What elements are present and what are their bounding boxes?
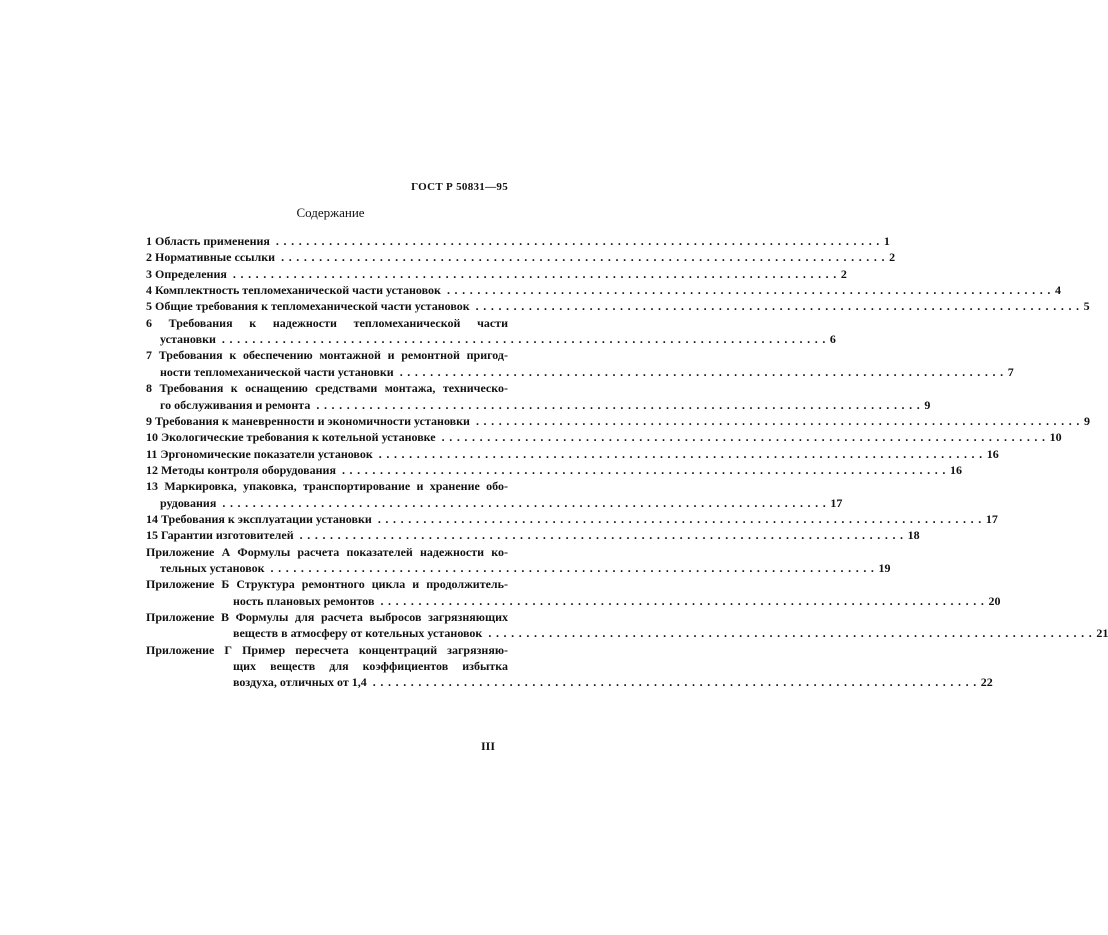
toc-line: [146, 643, 508, 659]
toc-line: [146, 528, 920, 544]
toc-entry-text: 13 Маркировка, упаковка, транспортирование и хранение обо-: [146, 479, 508, 494]
toc-line: [146, 446, 999, 463]
toc-page-number: 22: [980, 675, 993, 690]
toc-line: [146, 430, 1062, 446]
toc-line: [233, 626, 1108, 642]
toc-page-number: 18: [907, 528, 920, 543]
toc-line: [146, 250, 896, 266]
toc-entry-text: 8 Требования к оснащению средствами монтажа, техническо-: [146, 381, 508, 396]
toc-page-number: 6: [829, 332, 836, 347]
toc-entry-text: 11 Эргономические показатели установок: [146, 446, 373, 461]
toc-entry-text: 5 Общие требования к тепломеханической части установок: [146, 299, 470, 314]
page-number: III: [481, 739, 496, 753]
toc-page-number: 20: [988, 593, 1001, 608]
toc-page-number: 7: [1007, 364, 1014, 379]
dot-leader: ................................................................................: [372, 675, 981, 690]
toc-entry-text: тельных установок: [160, 561, 265, 575]
toc-entry-text: го обслуживания и ремонта: [160, 397, 311, 412]
dot-leader: ................................................................................: [488, 626, 1097, 641]
toc-page-number: 17: [985, 511, 998, 526]
toc-line: [146, 462, 962, 479]
toc-entry-text: 3 Определения: [146, 266, 227, 281]
toc-entry-text: Приложение А Формулы расчета показателей надежности ко-: [146, 544, 508, 559]
dot-leader: ................................................................................: [475, 413, 1084, 428]
toc-line: [146, 479, 508, 495]
toc-page-number: 5: [1083, 299, 1090, 314]
dot-leader: ................................................................................: [378, 446, 987, 461]
toc-line: [146, 511, 998, 528]
dot-leader: ................................................................................: [441, 430, 1050, 445]
toc-line: [146, 348, 508, 364]
toc-entry-text: 10 Экологические требования к котельной установке: [146, 430, 436, 445]
toc-entry-text: 1 Область применения: [146, 234, 270, 248]
toc-page-number: 1: [883, 234, 890, 248]
toc-page-number: 9: [1083, 413, 1090, 428]
toc-entry-text: Приложение Г Пример пересчета концентраций загрязняю-: [146, 642, 508, 657]
toc-line: [146, 283, 1061, 299]
dot-leader: ................................................................................: [316, 397, 925, 412]
toc-line: [160, 495, 843, 512]
toc-page-number: 2: [840, 266, 847, 281]
toc-entry-text: 4 Комплектность тепломеханической части установок: [146, 283, 441, 298]
toc-entry-text: ность плановых ремонтов: [233, 593, 375, 608]
toc-line: [160, 332, 836, 348]
dot-leader: ................................................................................: [275, 234, 884, 248]
toc-entry-text: рудования: [160, 495, 217, 510]
dot-leader: ................................................................................: [281, 250, 890, 265]
toc-entry-text: 9 Требования к маневренности и экономичности установки: [146, 413, 470, 428]
toc-entry-text: Приложение Б Структура ремонтного цикла и продолжитель-: [146, 577, 508, 592]
toc-entry-text: ности тепломеханической части установки: [160, 364, 394, 379]
toc-line: [146, 381, 508, 397]
toc-page-number: 9: [924, 397, 931, 412]
page-title: Содержание: [296, 205, 365, 220]
dot-leader: ................................................................................: [341, 462, 950, 477]
dot-leader: ................................................................................: [377, 511, 986, 526]
toc-line: [146, 545, 508, 561]
toc-page-number: 21: [1096, 626, 1108, 641]
toc-entry-text: 2 Нормативные ссылки: [146, 250, 276, 265]
toc-entry-text: 14 Требования к эксплуатации установки: [146, 511, 372, 526]
toc-entry-text: 12 Методы контроля оборудования: [146, 462, 336, 477]
toc-line: [146, 316, 508, 332]
toc-page-number: 2: [889, 250, 896, 265]
toc-page-number: 16: [949, 462, 962, 477]
toc-line: [160, 397, 931, 414]
toc-entry-text: щих веществ для коэффициентов избытка: [233, 659, 508, 674]
toc-entry-text: 15 Гарантии изготовителей: [146, 528, 294, 543]
dot-leader: ................................................................................: [399, 364, 1008, 379]
dot-leader: ................................................................................: [446, 283, 1055, 298]
toc-entry-text: Приложение В Формулы для расчета выбросов загрязняющих: [146, 610, 508, 625]
dot-leader: ................................................................................: [380, 593, 989, 608]
document-code: ГОСТ Р 50831—95: [411, 181, 508, 193]
dot-leader: ................................................................................: [232, 266, 841, 281]
toc-line: [146, 610, 508, 626]
toc-entry-text: установки: [160, 332, 216, 347]
toc-entry-text: 6 Требования к надежности тепломеханической части: [146, 315, 508, 330]
toc-line: [233, 593, 1001, 610]
toc-line: [160, 561, 891, 577]
toc-page-number: 4: [1054, 283, 1061, 298]
toc-line: [146, 577, 508, 593]
toc-page-number: 17: [830, 495, 843, 510]
toc-page-number: 10: [1049, 430, 1062, 445]
toc-line: [146, 234, 890, 250]
toc-entry-text: 7 Требования к обеспечению монтажной и ремонтной пригод-: [146, 348, 508, 363]
toc-page-number: 16: [986, 446, 999, 461]
toc-entry-text: воздуха, отличных от 1,4: [233, 675, 367, 690]
toc-page-number: 19: [878, 561, 891, 575]
toc-line: [233, 675, 993, 691]
dot-leader: ................................................................................: [270, 561, 879, 575]
dot-leader: ................................................................................: [299, 528, 908, 543]
toc-entry-text: веществ в атмосферу от котельных установок: [233, 626, 483, 641]
toc-line: [233, 659, 508, 675]
toc-line: [160, 364, 1014, 381]
dot-leader: ................................................................................: [221, 332, 830, 347]
dot-leader: ................................................................................: [475, 299, 1084, 314]
toc-line: [146, 299, 1090, 315]
toc-line: [146, 266, 847, 283]
dot-leader: ................................................................................: [222, 495, 831, 510]
toc-line: [146, 413, 1090, 430]
